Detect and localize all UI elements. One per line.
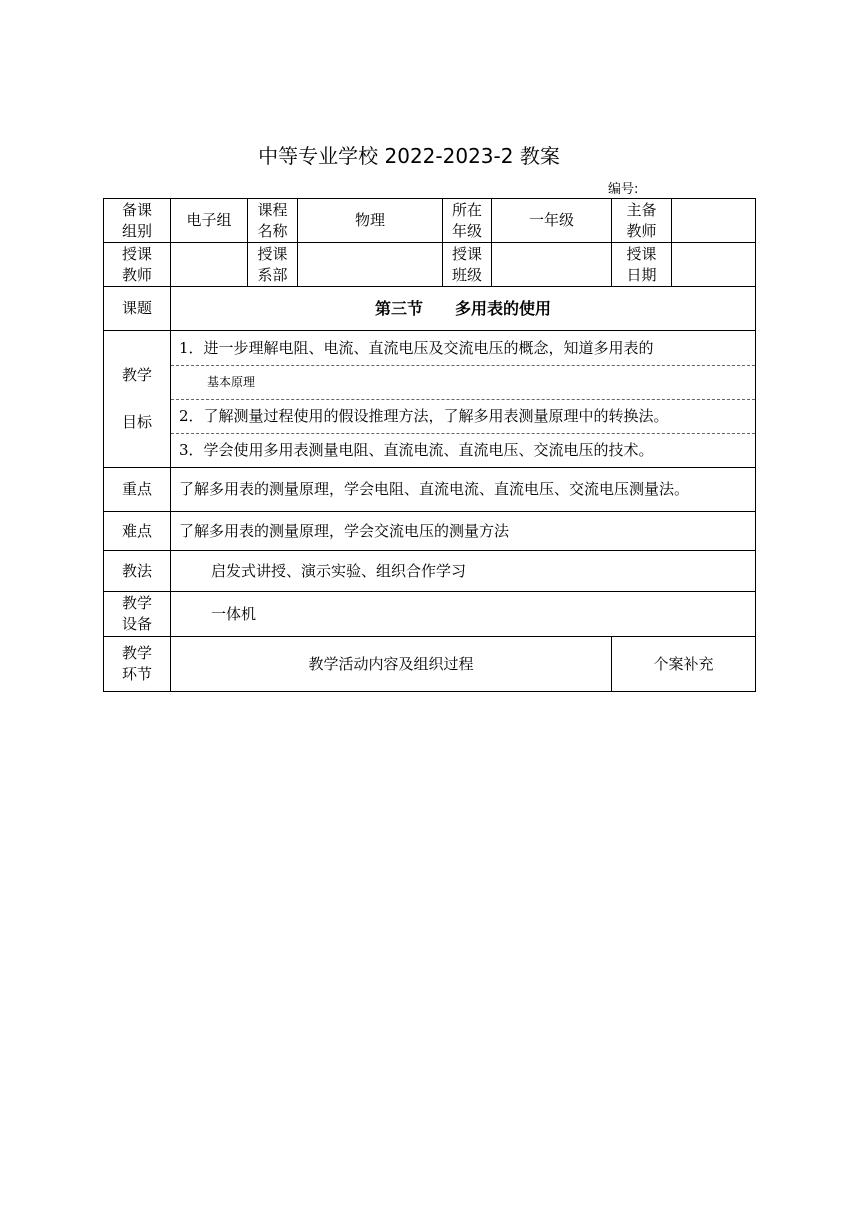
header-row-1: [104, 199, 756, 243]
methods-value: 启发式讲授、演示实验、组织合作学习: [171, 551, 756, 592]
group-label: 备课 组别: [104, 199, 171, 243]
difficulties-row: [104, 512, 756, 551]
document-number-label: 编号:: [608, 182, 639, 197]
key-points-value: 了解多用表的测量原理，学会电阻、直流电流、直流电压、交流电压测量法。: [171, 468, 756, 512]
topic-label: 课题: [104, 287, 171, 331]
teacher-value: [171, 243, 248, 287]
key-points-row: [104, 468, 756, 512]
equipment-value: 一体机: [171, 592, 756, 637]
objective-item: 基本原理: [171, 366, 755, 400]
grade-label: 所在 年级: [443, 199, 492, 243]
methods-row: [104, 551, 756, 592]
key-points-label: 重点: [104, 468, 171, 512]
date-label: 授课 日期: [612, 243, 672, 287]
objective-item: 2．了解测量过程使用的假设推理方法，了解多用表测量原理中的转换法。: [171, 400, 755, 434]
class-value: [492, 243, 612, 287]
department-value: [298, 243, 443, 287]
department-label: 授课 系部: [248, 243, 298, 287]
process-supplement-header: 个案补充: [612, 637, 756, 692]
objectives-list: [171, 331, 756, 468]
equipment-row: [104, 592, 756, 637]
objectives-label-line-1: 教学: [121, 366, 152, 384]
class-label: 授课 班级: [443, 243, 492, 287]
lesson-plan-table: [103, 198, 756, 692]
objectives-label-line-2: 目标: [121, 413, 152, 431]
objective-item: 1．进一步理解电阻、电流、直流电压及交流电压的概念，知道多用表的: [171, 332, 755, 366]
header-row-2: [104, 243, 756, 287]
difficulties-value: 了解多用表的测量原理，学会交流电压的测量方法: [171, 512, 756, 551]
equipment-label: 教学 设备: [104, 592, 171, 637]
process-row: [104, 637, 756, 692]
lead-teacher-value: [672, 199, 756, 243]
difficulties-label: 难点: [104, 512, 171, 551]
lead-teacher-label: 主备 教师: [612, 199, 672, 243]
topic-value: 第三节 多用表的使用: [171, 287, 756, 331]
methods-label: 教法: [104, 551, 171, 592]
topic-row: [104, 287, 756, 331]
process-label: 教学 环节: [104, 637, 171, 692]
group-value: 电子组: [171, 199, 248, 243]
objectives-row: [104, 331, 756, 468]
objectives-label: [104, 331, 171, 468]
objective-item: 3．学会使用多用表测量电阻、直流电流、直流电压、交流电压的技术。: [179, 440, 654, 459]
course-label: 课程 名称: [248, 199, 298, 243]
date-value: [672, 243, 756, 287]
grade-value: 一年级: [492, 199, 612, 243]
course-value: 物理: [298, 199, 443, 243]
process-content-header: 教学活动内容及组织过程: [171, 637, 612, 692]
teacher-label: 授课 教师: [104, 243, 171, 287]
document-title: 中等专业学校 2022-2023-2 教案: [258, 144, 560, 168]
